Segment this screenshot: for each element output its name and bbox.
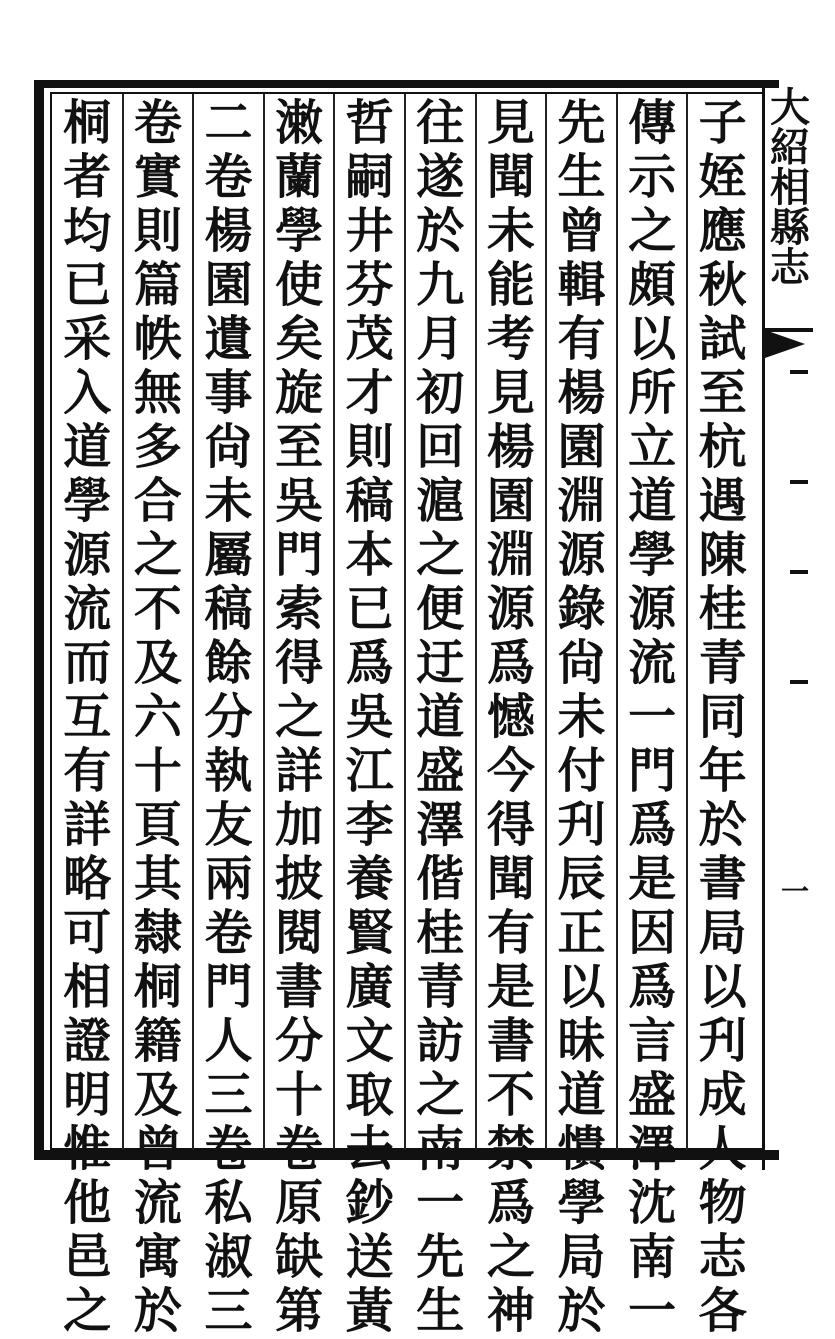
text-char: 之 [416, 1067, 465, 1123]
text-char: 楊 [557, 365, 606, 421]
column-rule [545, 94, 547, 1150]
text-column [408, 95, 472, 1339]
text-char: 輯 [557, 257, 606, 313]
text-char: 黃 [345, 1283, 394, 1339]
text-char: 得 [486, 797, 535, 853]
text-char: 芬 [345, 257, 394, 313]
text-char: 未 [486, 203, 535, 259]
text-char: 分 [275, 1013, 324, 1069]
text-char: 人 [204, 1013, 253, 1069]
fishtail-mark [765, 330, 805, 358]
text-char: 所 [628, 365, 677, 421]
text-column [267, 95, 331, 1339]
text-char: 正 [557, 905, 606, 961]
text-char: 執 [204, 743, 253, 799]
text-char: 便 [416, 581, 465, 637]
column-rule [333, 94, 335, 1150]
text-char: 月 [416, 311, 465, 367]
text-char: 盛 [628, 1067, 677, 1123]
column-rule [192, 94, 194, 1150]
text-char: 江 [345, 743, 394, 799]
text-char: 試 [698, 311, 747, 367]
text-char: 姪 [698, 149, 747, 205]
text-char: 桐 [133, 959, 182, 1015]
text-char: 門 [204, 959, 253, 1015]
text-char: 爲 [345, 635, 394, 691]
text-char: 先 [557, 95, 606, 151]
text-char: 示 [628, 149, 677, 205]
text-char: 年 [698, 743, 747, 799]
text-char: 爲 [486, 1175, 535, 1231]
text-char: 一 [628, 1283, 677, 1339]
text-char: 李 [345, 797, 394, 853]
text-char: 於 [416, 203, 465, 259]
text-char: 原 [275, 1175, 324, 1231]
text-char: 青 [698, 635, 747, 691]
banxin-title-char: 紹 [770, 124, 810, 171]
text-char: 杭 [698, 419, 747, 475]
text-char: 隸 [133, 905, 182, 961]
text-char: 爲 [628, 797, 677, 853]
text-char: 傳 [628, 95, 677, 151]
text-char: 先 [416, 1229, 465, 1285]
text-char: 明 [63, 1067, 112, 1123]
text-char: 因 [628, 905, 677, 961]
text-char: 而 [63, 635, 112, 691]
text-char: 稿 [204, 581, 253, 637]
text-char: 迂 [416, 635, 465, 691]
text-char: 書 [698, 851, 747, 907]
text-char: 道 [628, 473, 677, 529]
text-char: 未 [204, 473, 253, 529]
text-char: 合 [133, 473, 182, 529]
text-char: 學 [628, 527, 677, 583]
text-char: 源 [63, 527, 112, 583]
text-char: 陳 [698, 527, 747, 583]
text-char: 其 [133, 851, 182, 907]
text-char: 卷 [133, 95, 182, 151]
text-char: 披 [275, 851, 324, 907]
text-column [55, 95, 119, 1339]
text-char: 訪 [416, 1013, 465, 1069]
text-char: 邑 [63, 1229, 112, 1285]
text-char: 局 [557, 1229, 606, 1285]
text-char: 廣 [345, 959, 394, 1015]
text-char: 流 [628, 635, 677, 691]
text-char: 者 [63, 149, 112, 205]
banxin-title-char: 相 [770, 164, 810, 211]
text-char: 稿 [345, 473, 394, 529]
text-char: 澤 [416, 797, 465, 853]
text-char: 已 [345, 581, 394, 637]
text-char: 道 [63, 419, 112, 475]
text-char: 各 [698, 1283, 747, 1339]
text-char: 之 [628, 203, 677, 259]
text-char: 入 [63, 365, 112, 421]
text-char: 回 [416, 419, 465, 475]
text-char: 實 [133, 149, 182, 205]
text-char: 旋 [275, 365, 324, 421]
banxin-title-char: 縣 [770, 204, 810, 251]
text-char: 及 [133, 1067, 182, 1123]
text-char: 多 [133, 419, 182, 475]
text-char: 桂 [416, 905, 465, 961]
text-char: 索 [275, 581, 324, 637]
text-char: 友 [204, 797, 253, 853]
text-column [691, 95, 755, 1339]
text-char: 人 [698, 1121, 747, 1177]
text-char: 沈 [628, 1175, 677, 1231]
text-char: 憒 [557, 1121, 606, 1177]
text-char: 一 [416, 1175, 465, 1231]
text-char: 志 [698, 1229, 747, 1285]
text-char: 楊 [204, 203, 253, 259]
text-char: 頁 [133, 797, 182, 853]
text-char: 園 [204, 257, 253, 313]
text-char: 有 [63, 743, 112, 799]
text-char: 初 [416, 365, 465, 421]
text-char: 矣 [275, 311, 324, 367]
text-char: 尙 [557, 635, 606, 691]
text-char: 澤 [628, 1121, 677, 1177]
text-char: 三 [204, 1067, 253, 1123]
text-char: 門 [628, 743, 677, 799]
text-char: 禁 [486, 1121, 535, 1177]
text-char: 書 [275, 959, 324, 1015]
text-char: 井 [345, 203, 394, 259]
text-char: 有 [557, 311, 606, 367]
text-char: 則 [133, 203, 182, 259]
text-char: 於 [557, 1283, 606, 1339]
banxin-title-char: 志 [770, 244, 810, 291]
text-char: 門 [275, 527, 324, 583]
text-column [550, 95, 614, 1339]
text-char: 潄 [275, 95, 324, 151]
text-char: 遺 [204, 311, 253, 367]
column-rule [686, 94, 688, 1150]
text-char: 取 [345, 1067, 394, 1123]
text-char: 遇 [698, 473, 747, 529]
text-char: 刋 [557, 797, 606, 853]
text-char: 爲 [486, 635, 535, 691]
text-char: 采 [63, 311, 112, 367]
text-char: 秋 [698, 257, 747, 313]
text-char: 及 [133, 635, 182, 691]
text-char: 養 [345, 851, 394, 907]
text-char: 事 [204, 365, 253, 421]
text-char: 同 [698, 689, 747, 745]
text-char: 應 [698, 203, 747, 259]
text-char: 聞 [486, 149, 535, 205]
text-char: 曾 [557, 203, 606, 259]
text-char: 源 [628, 581, 677, 637]
text-char: 嗣 [345, 149, 394, 205]
text-char: 見 [486, 365, 535, 421]
text-char: 至 [698, 365, 747, 421]
text-char: 蘭 [275, 149, 324, 205]
text-char: 流 [63, 581, 112, 637]
text-char: 生 [416, 1283, 465, 1339]
text-char: 無 [133, 365, 182, 421]
text-char: 往 [416, 95, 465, 151]
text-char: 學 [557, 1175, 606, 1231]
text-char: 聞 [486, 851, 535, 907]
text-char: 青 [416, 959, 465, 1015]
text-char: 詳 [275, 743, 324, 799]
column-rule [616, 94, 618, 1150]
text-column [338, 95, 402, 1339]
text-char: 今 [486, 743, 535, 799]
text-char: 遂 [416, 149, 465, 205]
text-char: 已 [63, 257, 112, 313]
text-char: 園 [486, 473, 535, 529]
text-char: 淵 [486, 527, 535, 583]
text-char: 寓 [133, 1229, 182, 1285]
text-char: 不 [486, 1067, 535, 1123]
column-rule [263, 94, 265, 1150]
text-char: 卷 [204, 905, 253, 961]
text-char: 六 [133, 689, 182, 745]
banxin-title-char: 大 [770, 84, 810, 131]
text-char: 曾 [133, 1121, 182, 1177]
text-char: 子 [698, 95, 747, 151]
text-char: 兩 [204, 851, 253, 907]
text-char: 淑 [204, 1229, 253, 1285]
text-char: 見 [486, 95, 535, 151]
text-char: 均 [63, 203, 112, 259]
text-char: 昧 [557, 1013, 606, 1069]
text-char: 不 [133, 581, 182, 637]
text-char: 以 [698, 959, 747, 1015]
text-char: 二 [204, 95, 253, 151]
text-char: 有 [486, 905, 535, 961]
text-char: 相 [63, 959, 112, 1015]
text-char: 以 [557, 959, 606, 1015]
text-char: 楊 [486, 419, 535, 475]
text-char: 互 [63, 689, 112, 745]
column-rule [475, 94, 477, 1150]
text-column [479, 95, 543, 1339]
text-char: 之 [63, 1283, 112, 1339]
text-char: 是 [486, 959, 535, 1015]
text-char: 篇 [133, 257, 182, 313]
text-column [620, 95, 684, 1339]
text-char: 神 [486, 1283, 535, 1339]
text-column [197, 95, 261, 1339]
text-char: 鈔 [345, 1175, 394, 1231]
text-char: 能 [486, 257, 535, 313]
text-char: 十 [133, 743, 182, 799]
text-char: 賢 [345, 905, 394, 961]
text-char: 惟 [63, 1121, 112, 1177]
text-char: 九 [416, 257, 465, 313]
text-char: 詳 [63, 797, 112, 853]
text-char: 是 [628, 851, 677, 907]
text-char: 付 [557, 743, 606, 799]
folio-number: 一 [780, 875, 809, 908]
text-char: 桂 [698, 581, 747, 637]
text-char: 閱 [275, 905, 324, 961]
text-char: 流 [133, 1175, 182, 1231]
text-char: 盛 [416, 743, 465, 799]
text-char: 加 [275, 797, 324, 853]
text-char: 分 [204, 689, 253, 745]
text-char: 吳 [275, 473, 324, 529]
text-char: 辰 [557, 851, 606, 907]
text-char: 道 [557, 1067, 606, 1123]
text-char: 物 [698, 1175, 747, 1231]
text-char: 生 [557, 149, 606, 205]
text-char: 尙 [204, 419, 253, 475]
text-char: 學 [63, 473, 112, 529]
text-char: 私 [204, 1175, 253, 1231]
text-char: 言 [628, 1013, 677, 1069]
text-char: 偕 [416, 851, 465, 907]
text-char: 立 [628, 419, 677, 475]
text-char: 他 [63, 1175, 112, 1231]
text-char: 源 [486, 581, 535, 637]
text-char: 書 [486, 1013, 535, 1069]
text-char: 卷 [204, 1121, 253, 1177]
text-char: 局 [698, 905, 747, 961]
text-char: 使 [275, 257, 324, 313]
text-char: 本 [345, 527, 394, 583]
text-char: 略 [63, 851, 112, 907]
text-char: 桐 [63, 95, 112, 151]
text-char: 去 [345, 1121, 394, 1177]
text-char: 至 [275, 419, 324, 475]
text-char: 缺 [275, 1229, 324, 1285]
text-char: 滬 [416, 473, 465, 529]
text-char: 源 [557, 527, 606, 583]
text-char: 餘 [204, 635, 253, 691]
text-char: 爲 [628, 959, 677, 1015]
text-char: 之 [133, 527, 182, 583]
text-char: 之 [416, 527, 465, 583]
text-char: 道 [416, 689, 465, 745]
text-char: 得 [275, 635, 324, 691]
text-char: 刋 [698, 1013, 747, 1069]
text-char: 文 [345, 1013, 394, 1069]
text-column [126, 95, 190, 1339]
text-char: 學 [275, 203, 324, 259]
text-char: 卷 [275, 1121, 324, 1177]
text-char: 一 [628, 689, 677, 745]
text-char: 成 [698, 1067, 747, 1123]
text-char: 籍 [133, 1013, 182, 1069]
text-char: 之 [275, 689, 324, 745]
text-char: 錄 [557, 581, 606, 637]
text-char: 證 [63, 1013, 112, 1069]
text-char: 南 [628, 1229, 677, 1285]
text-char: 卷 [204, 149, 253, 205]
text-char: 則 [345, 419, 394, 475]
text-char: 吳 [345, 689, 394, 745]
text-char: 園 [557, 419, 606, 475]
text-char: 可 [63, 905, 112, 961]
text-char: 淵 [557, 473, 606, 529]
column-rule [122, 94, 124, 1150]
text-char: 考 [486, 311, 535, 367]
text-char: 頗 [628, 257, 677, 313]
text-char: 送 [345, 1229, 394, 1285]
banxin-title [770, 84, 810, 291]
text-char: 於 [133, 1283, 182, 1339]
text-char: 以 [628, 311, 677, 367]
text-char: 帙 [133, 311, 182, 367]
text-char: 南 [416, 1121, 465, 1177]
column-rule [404, 94, 406, 1150]
text-char: 茂 [345, 311, 394, 367]
text-char: 哲 [345, 95, 394, 151]
text-char: 十 [275, 1067, 324, 1123]
text-char: 於 [698, 797, 747, 853]
text-char: 第 [275, 1283, 324, 1339]
text-char: 之 [486, 1229, 535, 1285]
text-char: 才 [345, 365, 394, 421]
banxin-marks [790, 370, 810, 890]
text-char: 屬 [204, 527, 253, 583]
text-char: 未 [557, 689, 606, 745]
text-char: 三 [204, 1283, 253, 1339]
text-char: 憾 [486, 689, 535, 745]
